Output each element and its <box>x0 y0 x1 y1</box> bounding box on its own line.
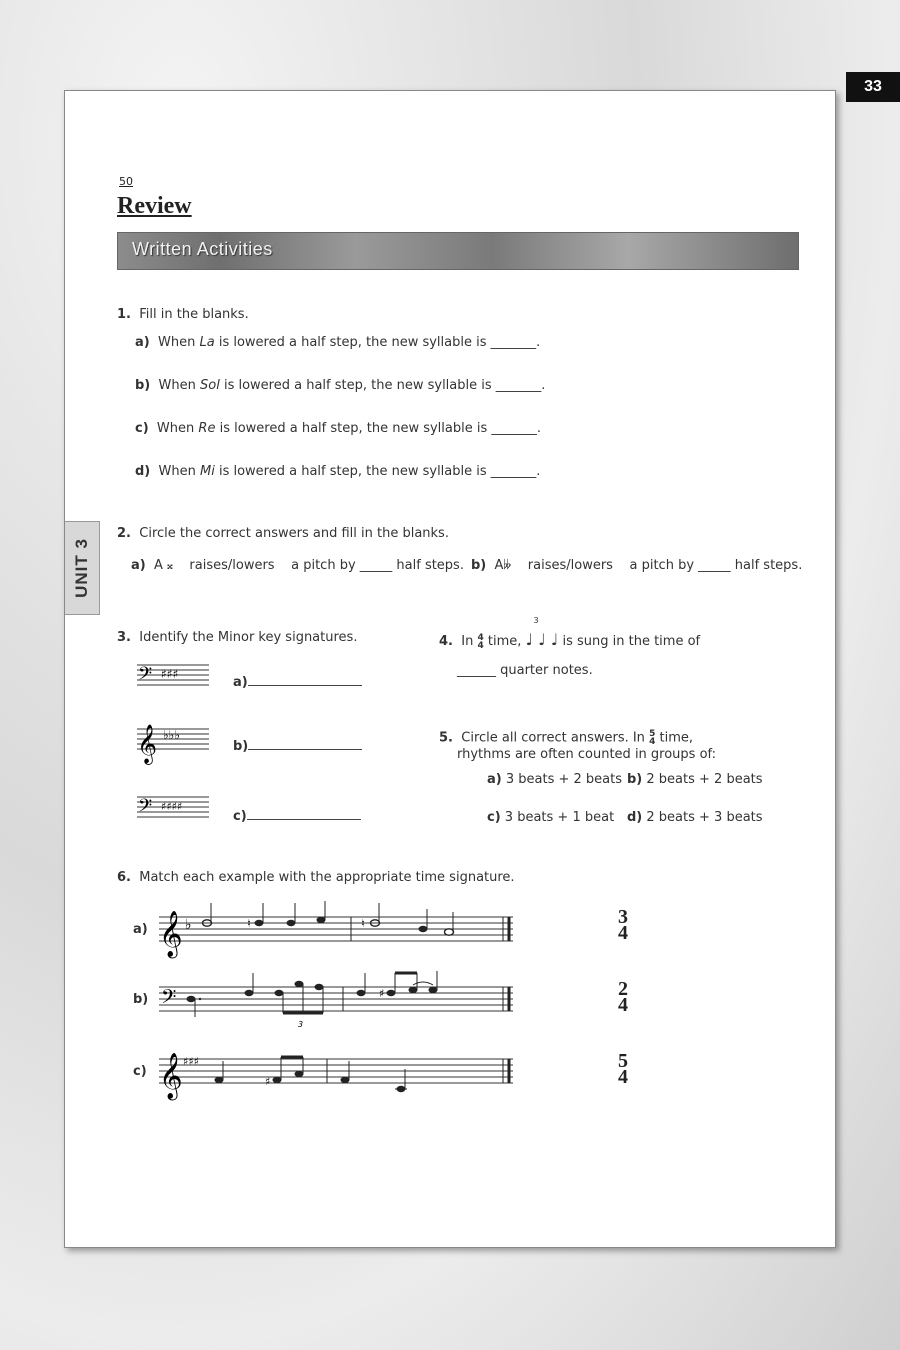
double-sharp-icon: 𝄪 <box>167 558 173 573</box>
q1-item-c: c) When Re is lowered a half step, the new syllable is _______. <box>135 421 542 436</box>
q6-label-c: c) <box>133 1064 147 1079</box>
music-example-c <box>157 1041 517 1101</box>
triplet-mark: 3 <box>298 1020 304 1029</box>
q4-prompt: 4. In 4 4 time, 3 ♩ ♩ ♩ is sung in the time of <box>439 616 701 651</box>
time-signature-option-2: 2 4 <box>618 978 628 1016</box>
sharp-icon: ♯♯♯ <box>161 667 179 681</box>
time-signature-4-4: 4 4 <box>477 632 484 651</box>
q3-prompt: 3. Identify the Minor key signatures. <box>117 630 358 645</box>
svg-text:♮: ♮ <box>361 917 365 930</box>
sharp-icon: ♯♯♯ <box>183 1055 199 1068</box>
time-signature-option-1: 3 4 <box>618 906 628 944</box>
bass-clef-icon: 𝄢 <box>138 664 153 689</box>
q5-option-a[interactable]: a) 3 beats + 2 beats <box>487 772 622 787</box>
page-title: Review <box>117 193 192 219</box>
sharp-icon: ♯♯♯♯ <box>161 800 183 813</box>
key-signature-c <box>137 793 211 823</box>
treble-clef-icon: 𝄞 <box>137 724 158 764</box>
q6-label-b: b) <box>133 992 149 1007</box>
key-signature-a <box>137 661 211 691</box>
q6-label-a: a) <box>133 922 148 937</box>
q3-answer-c[interactable]: c) <box>233 809 361 824</box>
q3-answer-b[interactable]: b) <box>233 739 362 754</box>
svg-text:♯: ♯ <box>265 1075 271 1088</box>
q5-line2: rhythms are often counted in groups of: <box>457 747 717 762</box>
triplet-quarter-notes: 3 ♩ ♩ ♩ <box>525 616 559 649</box>
q2-item-b: b) A𝄫 raises/lowers a pitch by _____ half steps. <box>471 558 803 573</box>
svg-text:♯: ♯ <box>379 987 385 1000</box>
q5-prompt: 5. Circle all correct answers. In 5 4 time, <box>439 729 693 747</box>
svg-text:♮: ♮ <box>247 917 251 930</box>
q1-item-d: d) When Mi is lowered a half step, the new syllable is _______. <box>135 464 541 479</box>
bass-clef-icon: 𝄢 <box>161 985 177 1013</box>
treble-clef-icon: 𝄞 <box>159 911 183 957</box>
lesson-number: 50 <box>119 175 133 188</box>
time-signature-5-4: 5 4 <box>649 729 656 747</box>
q2-prompt: 2. Circle the correct answers and fill in the blanks. <box>117 526 449 541</box>
key-signature-b <box>137 717 211 767</box>
triplet-mark: 3 <box>533 616 539 625</box>
flat-icon: ♭♭♭ <box>163 728 180 742</box>
q5-option-d[interactable]: d) 2 beats + 3 beats <box>627 810 763 825</box>
q2-item-a: a) A 𝄪 raises/lowers a pitch by _____ half steps. <box>131 558 464 573</box>
q3-answer-a[interactable]: a) <box>233 675 362 690</box>
double-flat-icon: 𝄫 <box>503 558 512 573</box>
music-example-a <box>157 899 517 959</box>
q1-prompt: 1. Fill in the blanks. <box>117 307 249 322</box>
bass-clef-icon: 𝄢 <box>138 796 153 821</box>
worksheet-page <box>64 90 836 1248</box>
music-example-b <box>157 969 517 1029</box>
q4-line2: ______ quarter notes. <box>457 663 593 678</box>
unit-tab-label: UNIT 3 <box>72 538 91 598</box>
q5-option-b[interactable]: b) 2 beats + 2 beats <box>627 772 763 787</box>
banner-label: Written Activities <box>132 239 273 259</box>
q6-prompt: 6. Match each example with the appropriate time signature. <box>117 870 515 885</box>
q5-option-c[interactable]: c) 3 beats + 1 beat <box>487 810 615 825</box>
q1-item-b: b) When Sol is lowered a half step, the new syllable is _______. <box>135 378 546 393</box>
section-banner <box>117 232 799 270</box>
q1-item-a: a) When La is lowered a half step, the new syllable is _______. <box>135 335 541 350</box>
flat-icon: ♭ <box>185 917 192 933</box>
page-number-tab <box>846 72 900 102</box>
unit-tab <box>65 521 100 615</box>
treble-clef-icon: 𝄞 <box>159 1053 183 1099</box>
time-signature-option-3: 5 4 <box>618 1050 628 1088</box>
page-number: 33 <box>864 78 882 95</box>
